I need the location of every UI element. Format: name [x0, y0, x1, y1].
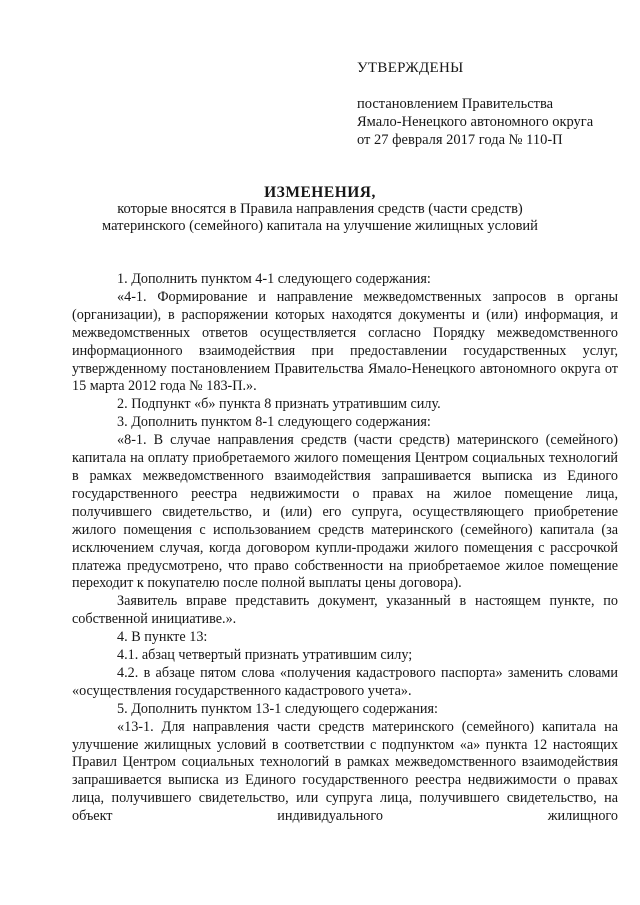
paragraph-item-4-1: «4-1. Формирование и направление межведомственных запросов в органы (организации), в распоряжении которых находятся документы и (или) информация, и межведомственных ответов осуществляется согласно Порядку межведомственного информационного взаимодействия при предоставлении государственных услуг, утвержденному постановлением Правительства Ямало-Ненецкого автономного округа от 15 марта 2012 года № 183-П.».: [72, 288, 618, 395]
paragraph-item-2: 2. Подпункт «б» пункта 8 признать утратившим силу.: [117, 396, 441, 413]
document-body: [72, 271, 618, 826]
paragraph-item-13-1: «13-1. Для направления части средств материнского (семейного) капитала на улучшение жилищных условий в соответствии с подпунктом «а» пункта 12 настоящих Правил Центром социальных технологий в рамках межведомственного взаимодействия запрашивается выписка из Единого государственного реестра недвижимости о правах лица, получившего свидетельство, или супруга лица, получившего свидетельство, на объект индивидуального жилищного: [72, 718, 618, 825]
paragraph-item-1: 1. Дополнить пунктом 4-1 следующего содержания:: [117, 271, 431, 287]
approval-region-line: Ямало-Ненецкого автономного округа: [357, 114, 594, 130]
paragraph-item-5: 5. Дополнить пунктом 13-1 следующего содержания:: [117, 700, 438, 717]
paragraph-item-4-2-sub: 4.2. в абзаце пятом слова «получения кадастрового паспорта» заменить словами «осуществления государственного кадастрового учета».: [72, 664, 618, 699]
document-subtitle-line-2: материнского (семейного) капитала на улучшение жилищных условий: [102, 218, 538, 234]
approval-date-line: от 27 февраля 2017 года № 110-П: [357, 132, 563, 148]
paragraph-item-4: 4. В пункте 13:: [117, 629, 208, 646]
approval-decree-line: постановлением Правительства: [357, 96, 554, 112]
approval-title: УТВЕРЖДЕНЫ: [357, 60, 464, 76]
document-title: ИЗМЕНЕНИЯ,: [264, 184, 376, 201]
paragraph-item-3: 3. Дополнить пунктом 8-1 следующего содержания:: [117, 414, 431, 431]
paragraph-item-8-1: «8-1. В случае направления средств (части средств) материнского (семейного) капитала на оплату приобретаемого жилого помещения Центром социальных технологий в рамках межведомственного взаимодействия запрашивается выписка из Единого государственного реестра недвижимости о правах на жилое помещение лица, получившего свидетельство, и (или) его супруга, осуществляющего приобретение жилого помещения с использованием средств материнского (семейного) капитала (за исключением случая, когда договором купли-продажи жилого помещения с рассрочкой платежа предусмотрено, что право собственности на приобретаемое жилое помещение переходит к покупателю после полной выплаты цены договора).: [72, 432, 618, 592]
document-subtitle-line-1: которые вносятся в Правила направления средств (части средств): [117, 201, 523, 217]
paragraph-applicant-right: Заявитель вправе представить документ, указанный в настоящем пункте, по собственной инициативе.».: [72, 593, 618, 628]
paragraph-item-4-1-sub: 4.1. абзац четвертый признать утратившим силу;: [117, 647, 413, 664]
